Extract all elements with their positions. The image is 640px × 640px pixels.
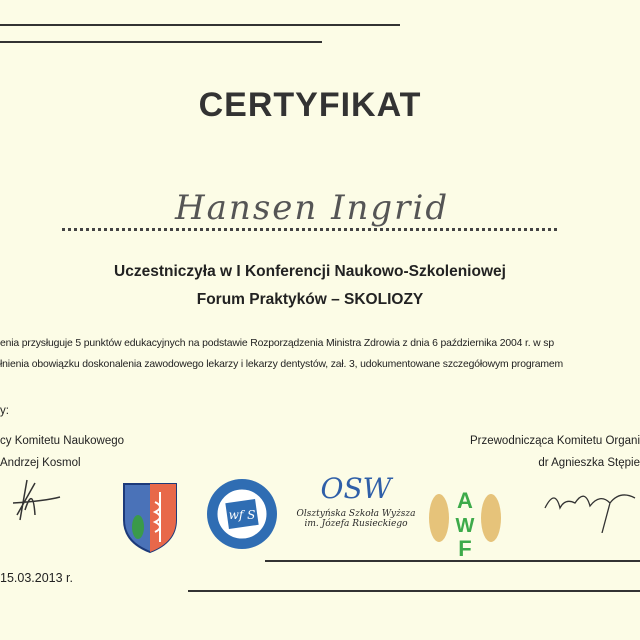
recipient-name: Hansen Ingrid	[175, 188, 450, 228]
signatures-label: y:	[0, 405, 9, 417]
issue-date: 15.03.2013 r.	[0, 571, 73, 585]
certificate-title: CERTYFIKAT	[198, 86, 422, 124]
medical-crest-logo	[122, 482, 178, 554]
left-signatory-name: Andrzej Kosmol	[0, 457, 81, 469]
body-line-1: enia przysługuje 5 punktów edukacyjnych na podstawie Rozporządzenia Ministra Zdrowia z dnia 6 października 2004 r. w sp	[0, 338, 554, 349]
right-signatory-role: Przewodnicząca Komitetu Organi	[469, 435, 640, 447]
name-dotted-line	[62, 228, 557, 231]
osw-name-line2: im. Józefa Rusieckiego	[304, 519, 408, 529]
osw-name-line1: Olsztyńska Szkoła Wyższa	[296, 509, 416, 519]
decorative-line	[0, 24, 400, 26]
decorative-line	[188, 590, 640, 592]
svg-text:W: W	[455, 515, 475, 537]
heading-line-2: Forum Praktyków – SKOLIOZY	[196, 291, 424, 308]
awf-logo	[425, 480, 505, 558]
decorative-line	[265, 560, 640, 562]
wsf-logo	[205, 477, 279, 551]
osw-mark: OSW	[320, 472, 392, 505]
svg-text:A: A	[457, 488, 473, 513]
left-signature	[5, 475, 65, 525]
left-signatory-role: cy Komitetu Naukowego	[0, 435, 125, 447]
decorative-line	[0, 41, 322, 43]
body-line-2: łnienia obowiązku doskonalenia zawodowego lekarzy i lekarzy dentystów, zał. 3, udokumentowane szczegółowym programem	[0, 359, 564, 370]
wsf-mark: wf S	[228, 508, 256, 522]
osw-logo	[296, 472, 416, 529]
svg-text:F: F	[458, 536, 472, 558]
right-signature	[540, 478, 640, 533]
heading-line-1: Uczestniczyła w I Konferencji Naukowo-Szkoleniowej	[114, 263, 506, 280]
right-signatory-name: dr Agnieszka Stępie	[538, 457, 640, 469]
